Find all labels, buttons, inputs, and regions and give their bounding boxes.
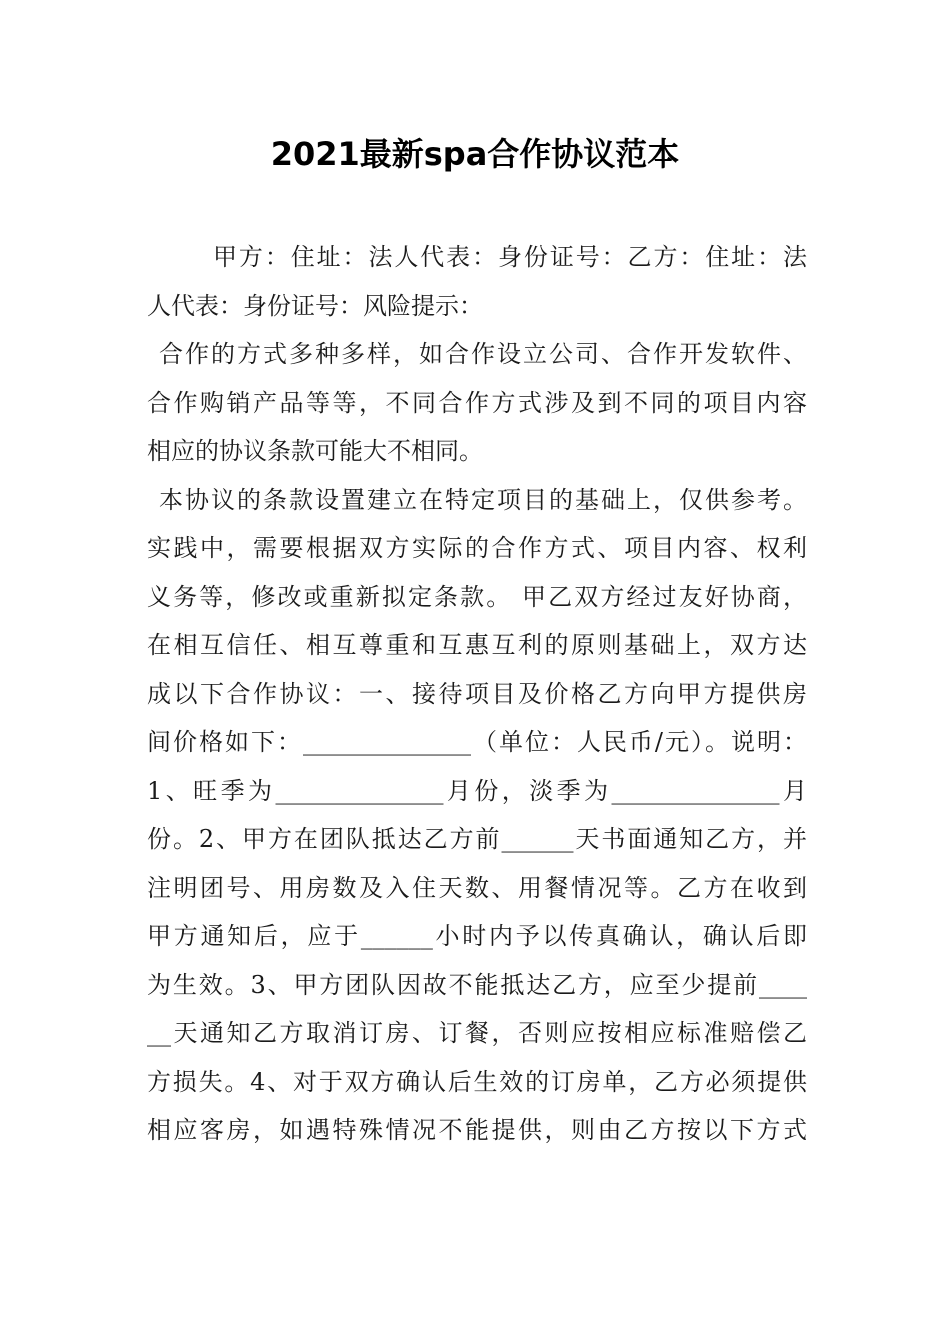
document-title: 2021最新spa合作协议范本 (270, 135, 680, 173)
body-line: 本协议的条款设置建立在特定项目的基础上，仅供参考。 (159, 485, 807, 514)
document-body (147, 233, 807, 1155)
body-line: 实践中，需要根据双方实际的合作方式、项目内容、权利 (147, 534, 807, 562)
body-line: 在相互信任、相互尊重和互惠互利的原则基础上，双方达 (147, 631, 807, 659)
body-line: 成以下合作协议：一、接待项目及价格乙方向甲方提供房 (147, 679, 807, 708)
body-line: 甲方通知后，应于______小时内予以传真确认，确认后即 (147, 922, 807, 950)
body-line: 注明团号、用房数及入住天数、用餐情况等。乙方在收到 (147, 873, 807, 902)
body-line: 为生效。3、甲方团队因故不能抵达乙方，应至少提前____ (147, 970, 807, 999)
body-line: 人代表：身份证号：风险提示： (147, 291, 483, 320)
body-line: 方损失。4、对于双方确认后生效的订房单，乙方必须提供 (147, 1067, 807, 1096)
body-line: __天通知乙方取消订房、订餐，否则应按相应标准赔偿乙 (147, 1019, 807, 1047)
body-line: 间价格如下：______________（单位：人民币/元）。说明： (147, 728, 807, 756)
body-line: 相应的协议条款可能大不相同。 (147, 437, 483, 465)
body-line: 合作的方式多种多样，如合作设立公司、合作开发软件、 (159, 340, 807, 368)
body-line: 甲方：住址：法人代表：身份证号：乙方：住址：法 (213, 243, 807, 271)
body-line: 1、旺季为______________月份，淡季为______________月 (147, 776, 807, 805)
body-line: 义务等，修改或重新拟定条款。 甲乙双方经过友好协商， (147, 582, 807, 611)
body-line: 份。2、甲方在团队抵达乙方前______天书面通知乙方，并 (147, 825, 807, 853)
body-line: 相应客房，如遇特殊情况不能提供，则由乙方按以下方式 (147, 1116, 807, 1144)
body-line: 合作购销产品等等，不同合作方式涉及到不同的项目内容 (147, 388, 807, 417)
